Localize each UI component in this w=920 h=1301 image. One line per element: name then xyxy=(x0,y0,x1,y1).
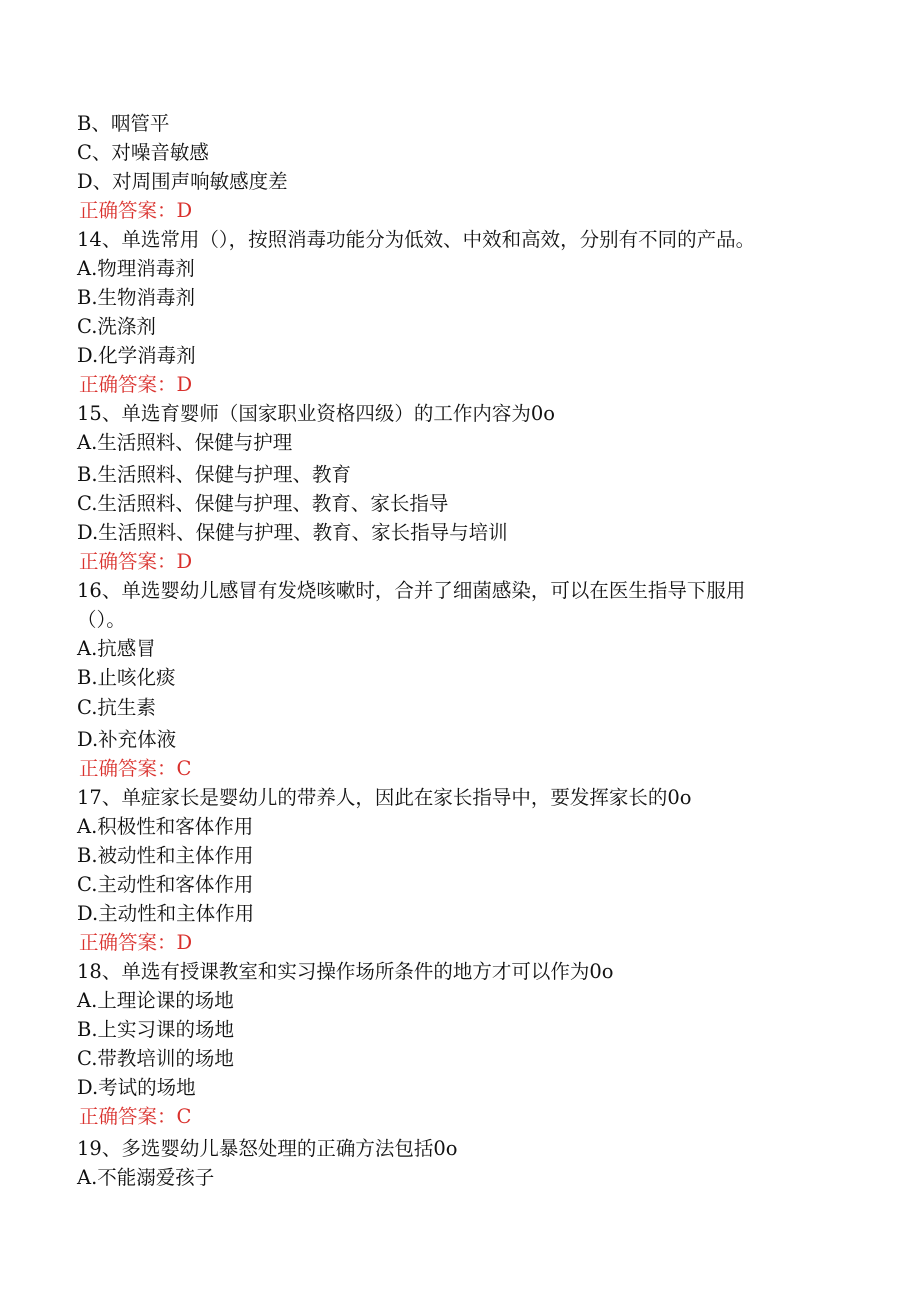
option-line: D.生活照料、保健与护理、教育、家长指导与培训 xyxy=(77,521,508,544)
option-line: B.生物消毒剂 xyxy=(77,286,196,309)
option-line: B.被动性和主体作用 xyxy=(77,844,254,867)
question-line: 14、单选常用（），按照消毒功能分为低效、中效和高效，分别有不同的产品。 xyxy=(77,228,756,251)
option-line: A.积极性和客体作用 xyxy=(77,815,254,838)
option-line: D.补充体液 xyxy=(77,728,177,751)
option-line: A.不能溺爱孩子 xyxy=(77,1166,215,1189)
option-line: C.生活照料、保健与护理、教育、家长指导 xyxy=(77,492,449,515)
question-line: 17、单症家长是婴幼儿的带养人，因此在家长指导中，要发挥家长的0o xyxy=(77,786,692,809)
option-line: D、对周围声响敏感度差 xyxy=(77,170,288,193)
answer-line: 正确答案：C xyxy=(79,757,192,780)
option-line: C.抗生素 xyxy=(77,696,156,719)
question-line: 15、单选育婴师（国家职业资格四级）的工作内容为0o xyxy=(77,402,555,425)
answer-line: 正确答案：D xyxy=(79,550,193,573)
option-line: B.止咳化痰 xyxy=(77,666,176,689)
option-line: D.考试的场地 xyxy=(77,1076,196,1099)
option-line: D.主动性和主体作用 xyxy=(77,902,255,925)
option-line: A.上理论课的场地 xyxy=(77,989,234,1012)
question-line: 16、单选婴幼儿感冒有发烧咳嗽时，合并了细菌感染，可以在医生指导下服用 xyxy=(77,579,746,602)
option-line: D.化学消毒剂 xyxy=(77,344,196,367)
option-line: A.物理消毒剂 xyxy=(77,257,195,280)
option-line: C.主动性和客体作用 xyxy=(77,873,254,896)
answer-line: 正确答案：D xyxy=(79,199,193,222)
option-line: B.上实习课的场地 xyxy=(77,1018,235,1041)
question-line: 19、多选婴幼儿暴怒处理的正确方法包括0o xyxy=(77,1137,458,1160)
option-line: A.生活照料、保健与护理 xyxy=(77,431,293,454)
answer-line: 正确答案：D xyxy=(79,931,193,954)
option-line: C.带教培训的场地 xyxy=(77,1047,234,1070)
option-line: B、咽管平 xyxy=(77,112,170,135)
option-line: C.洗涤剂 xyxy=(77,315,156,338)
question-line: 18、单选有授课教室和实习操作场所条件的地方才可以作为0o xyxy=(77,960,614,983)
question-line: （）。 xyxy=(77,608,126,631)
answer-line: 正确答案：D xyxy=(79,373,193,396)
option-line: B.生活照料、保健与护理、教育 xyxy=(77,463,352,486)
option-line: C、对噪音敏感 xyxy=(77,141,209,164)
option-line: A.抗感冒 xyxy=(77,637,156,660)
answer-line: 正确答案：C xyxy=(79,1105,192,1128)
